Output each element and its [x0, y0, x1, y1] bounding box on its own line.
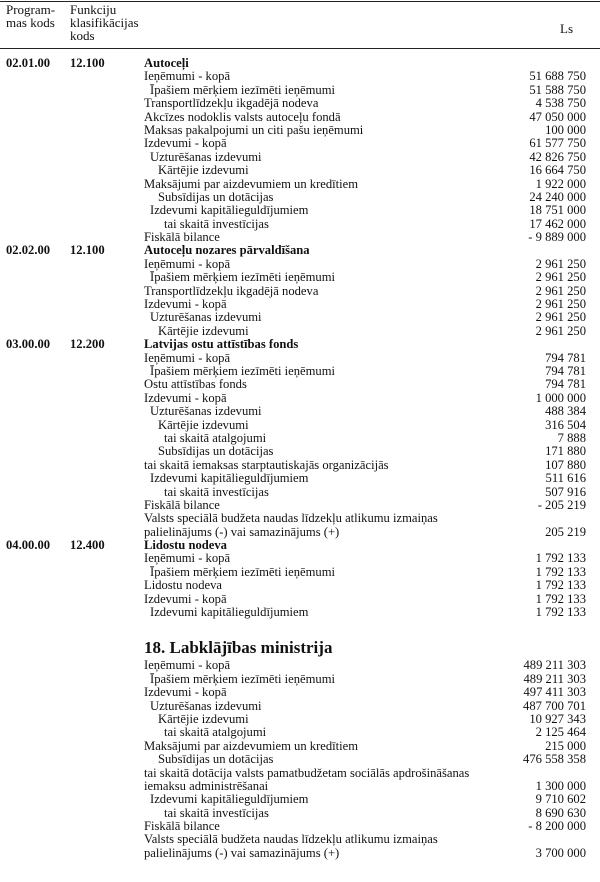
row-value: 1 000 000 [535, 390, 586, 405]
row-label: Īpašiem mērķiem iezīmēti ieņēmumi [150, 363, 335, 378]
table-row [0, 124, 600, 137]
row-value: 476 558 358 [523, 752, 586, 767]
table-row [0, 726, 600, 739]
row-label: Kārtējie izdevumi [158, 417, 249, 432]
table-row [0, 285, 600, 298]
program-header-row [0, 338, 600, 351]
program-code: 03.00.00 [6, 337, 51, 352]
row-value: 51 588 750 [529, 82, 586, 97]
row-label: Izdevumi kapitālieguldījumiem [150, 203, 309, 218]
row-value: 1 792 133 [535, 591, 586, 606]
row-label: Izdevumi - kopā [144, 591, 227, 606]
row-label: Fiskālā bilance [144, 819, 220, 834]
function-code: 12.100 [70, 56, 105, 70]
header-currency: Ls [560, 21, 573, 36]
row-label: Ieņēmumi - kopā [144, 658, 231, 673]
budget-table [0, 57, 600, 860]
row-label: Fiskālā bilance [144, 230, 220, 245]
ministry-title: 18. Labklājības ministrija [144, 638, 333, 658]
row-value: 10 927 343 [529, 711, 586, 726]
table-row [0, 191, 600, 204]
row-label: Uzturēšanas izdevumi [150, 310, 262, 325]
row-label: Izdevumi - kopā [144, 685, 227, 700]
row-label: Maksas pakalpojumi un citi pašu ieņēmumi [144, 122, 364, 137]
table-row [0, 820, 600, 833]
table-row [0, 472, 600, 485]
row-value: 1 300 000 [535, 778, 586, 793]
row-label: Izdevumi kapitālieguldījumiem [150, 471, 309, 486]
row-label: Kārtējie izdevumi [158, 323, 249, 338]
row-value: 17 462 000 [529, 216, 586, 231]
program-code: 02.02.00 [6, 243, 51, 258]
row-label: Ieņēmumi - kopā [144, 350, 231, 365]
row-label: Kārtējie izdevumi [158, 711, 249, 726]
row-label: palielinājums (-) vai samazinājums (+) [144, 845, 340, 860]
row-value: 1 792 133 [535, 564, 586, 579]
row-label: Subsīdijas un dotācijas [158, 189, 274, 204]
row-label: iemaksu administrēšanai [144, 778, 269, 793]
row-label: Izdevumi - kopā [144, 136, 227, 151]
program-code: 04.00.00 [6, 538, 51, 553]
table-row [0, 807, 600, 820]
table-row [0, 419, 600, 432]
row-value: 18 751 000 [529, 203, 586, 218]
row-value: 487 700 701 [523, 698, 586, 713]
table-row [0, 486, 600, 499]
table-row [0, 392, 600, 405]
table-row [0, 258, 600, 271]
row-label: Īpašiem mērķiem iezīmēti ieņēmumi [150, 671, 335, 686]
row-value: 215 000 [545, 738, 586, 753]
ministry-heading [0, 637, 600, 659]
row-value: 2 961 250 [535, 256, 586, 271]
row-value: - 8 200 000 [528, 819, 586, 834]
row-value: 42 826 750 [529, 149, 586, 164]
row-label: Uzturēšanas izdevumi [150, 404, 262, 419]
row-label: Ostu attīstības fonds [144, 377, 247, 392]
row-label: Ieņēmumi - kopā [144, 551, 231, 566]
table-row [0, 673, 600, 686]
row-label: Īpašiem mērķiem iezīmēti ieņēmumi [150, 82, 335, 97]
table-row [0, 365, 600, 378]
table-row [0, 579, 600, 592]
row-label: tai skaitā atalgojumi [164, 430, 267, 445]
row-value: - 9 889 000 [528, 230, 586, 245]
row-label: tai skaitā investīcijas [164, 805, 269, 820]
function-code: 12.200 [70, 337, 105, 352]
row-value: 794 781 [545, 350, 586, 365]
row-value: 171 880 [545, 444, 586, 459]
row-label: Autoceļu nozares pārvaldīšana [144, 243, 310, 258]
row-label: tai skaitā investīcijas [164, 216, 269, 231]
row-value: 1 792 133 [535, 605, 586, 620]
row-label: Latvijas ostu attīstības fonds [144, 337, 299, 352]
row-value: - 205 219 [537, 497, 586, 512]
function-code: 12.400 [70, 538, 105, 553]
row-value: 9 710 602 [535, 792, 586, 807]
row-value: 794 781 [545, 377, 586, 392]
table-row [0, 445, 600, 458]
table-row [0, 432, 600, 445]
row-label: Subsīdijas un dotācijas [158, 752, 274, 767]
row-label: Izdevumi kapitālieguldījumiem [150, 605, 309, 620]
row-label: Valsts speciālā budžeta naudas līdzekļu atlikumu izmaiņas [144, 832, 438, 847]
table-row [0, 204, 600, 217]
row-value: 1 792 133 [535, 578, 586, 593]
table-row [0, 84, 600, 97]
table-row [0, 325, 600, 338]
row-label: Lidostu nodeva [144, 538, 227, 553]
table-row [0, 753, 600, 766]
table-row [0, 459, 600, 472]
table-row [0, 137, 600, 150]
table-row [0, 713, 600, 726]
program-code: 02.01.00 [6, 56, 51, 70]
row-value: 61 577 750 [529, 136, 586, 151]
row-value: 2 961 250 [535, 270, 586, 285]
table-row [0, 298, 600, 311]
row-label: Ieņēmumi - kopā [144, 256, 231, 271]
table-row [0, 231, 600, 244]
row-value: 7 888 [557, 430, 586, 445]
table-row [0, 740, 600, 753]
table-row [0, 606, 600, 619]
table-row [0, 686, 600, 699]
row-value: 489 211 303 [523, 658, 586, 673]
table-row [0, 512, 600, 525]
row-value: 2 961 250 [535, 297, 586, 312]
table-row [0, 311, 600, 324]
row-label: Maksājumi par aizdevumiem un kredītiem [144, 738, 359, 753]
row-label: Lidostu nodeva [144, 578, 222, 593]
row-value: 1 922 000 [535, 176, 586, 191]
row-value: 205 219 [545, 524, 586, 539]
row-label: Izdevumi - kopā [144, 390, 227, 405]
row-value: 16 664 750 [529, 163, 586, 178]
row-label: Maksājumi par aizdevumiem un kredītiem [144, 176, 359, 191]
row-value: 511 616 [545, 471, 586, 486]
table-row [0, 378, 600, 391]
row-label: Valsts speciālā budžeta naudas līdzekļu atlikumu izmaiņas [144, 511, 438, 526]
row-value: 489 211 303 [523, 671, 586, 686]
row-label: Uzturēšanas izdevumi [150, 149, 262, 164]
table-row [0, 659, 600, 672]
row-label: Subsīdijas un dotācijas [158, 444, 274, 459]
table-row [0, 164, 600, 177]
row-value: 4 538 750 [535, 96, 586, 111]
row-value: 2 961 250 [535, 310, 586, 325]
row-label: Akcīzes nodoklis valsts autoceļu fondā [144, 109, 341, 124]
row-value: 794 781 [545, 363, 586, 378]
row-label: tai skaitā dotācija valsts pamatbudžetam sociālās apdrošināšanas [144, 765, 470, 780]
table-row [0, 97, 600, 110]
table-row [0, 767, 600, 780]
row-value: 2 961 250 [535, 283, 586, 298]
table-row [0, 178, 600, 191]
row-label: Īpašiem mērķiem iezīmēti ieņēmumi [150, 564, 335, 579]
program-header-row [0, 244, 600, 257]
header-function-code: Funkciju klasifikācijas kods [70, 2, 139, 43]
table-row [0, 218, 600, 231]
program-header-row [0, 539, 600, 552]
table-row [0, 405, 600, 418]
table-row [0, 526, 600, 539]
row-label: Autoceļi [144, 56, 189, 70]
row-label: tai skaitā iemaksas starptautiskajās organizācijās [144, 457, 389, 472]
row-label: Kārtējie izdevumi [158, 163, 249, 178]
row-label: Izdevumi - kopā [144, 297, 227, 312]
table-row [0, 352, 600, 365]
row-value: 3 700 000 [535, 845, 586, 860]
row-value: 2 125 464 [535, 725, 586, 740]
table-row [0, 780, 600, 793]
row-label: Ieņēmumi - kopā [144, 69, 231, 84]
row-label: palielinājums (-) vai samazinājums (+) [144, 524, 340, 539]
table-row [0, 271, 600, 284]
table-row [0, 700, 600, 713]
row-label: tai skaitā atalgojumi [164, 725, 267, 740]
row-value: 24 240 000 [529, 189, 586, 204]
table-row [0, 151, 600, 164]
program-header-row [0, 57, 600, 70]
table-row [0, 793, 600, 806]
table-row [0, 499, 600, 512]
function-code: 12.100 [70, 243, 105, 258]
row-value: 100 000 [545, 122, 586, 137]
table-row [0, 833, 600, 846]
row-label: Izdevumi kapitālieguldījumiem [150, 792, 309, 807]
table-row [0, 552, 600, 565]
header-top-rule [0, 1, 600, 2]
table-row [0, 593, 600, 606]
row-value: 47 050 000 [529, 109, 586, 124]
row-value: 497 411 303 [523, 685, 586, 700]
header-program-code: Program-mas kods [6, 2, 56, 30]
table-row [0, 847, 600, 860]
header-bottom-rule [0, 48, 600, 49]
row-label: Transportlīdzekļu ikgadējā nodeva [144, 96, 319, 111]
row-label: Īpašiem mērķiem iezīmēti ieņēmumi [150, 270, 335, 285]
row-value: 488 384 [545, 404, 586, 419]
row-value: 51 688 750 [529, 69, 586, 84]
row-label: Uzturēšanas izdevumi [150, 698, 262, 713]
section-gap [0, 619, 600, 637]
row-value: 8 690 630 [535, 805, 586, 820]
table-row [0, 70, 600, 83]
row-value: 316 504 [545, 417, 586, 432]
row-value: 107 880 [545, 457, 586, 472]
row-label: tai skaitā investīcijas [164, 484, 269, 499]
row-label: Transportlīdzekļu ikgadējā nodeva [144, 283, 319, 298]
row-value: 2 961 250 [535, 323, 586, 338]
row-value: 507 916 [545, 484, 586, 499]
row-label: Fiskālā bilance [144, 497, 220, 512]
row-value: 1 792 133 [535, 551, 586, 566]
table-row [0, 111, 600, 124]
table-row [0, 566, 600, 579]
